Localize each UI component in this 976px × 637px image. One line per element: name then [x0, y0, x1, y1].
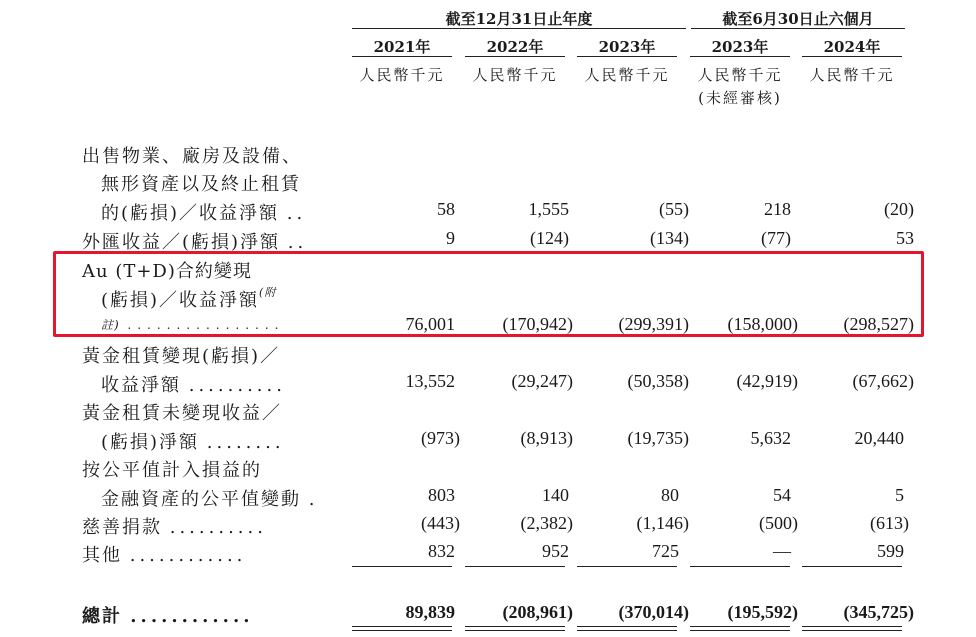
row-label: 其他 ............ [82, 545, 247, 566]
cell-value: (973) [421, 428, 460, 448]
cell-value: 832 [428, 541, 455, 561]
total-double-rule [577, 630, 677, 631]
cell-value: 58 [437, 199, 455, 219]
header-group-rule [691, 28, 905, 29]
cell-value: 1,555 [528, 199, 569, 219]
total-value: (370,014) [618, 602, 689, 622]
cell-value: 803 [428, 485, 455, 505]
row-label: (虧損)／收益淨額$^{(附}$ [101, 286, 277, 311]
cell-value: (500) [759, 513, 798, 533]
cell-value: (77) [761, 228, 791, 248]
column-rule [802, 56, 902, 57]
cell-value: (50,358) [627, 371, 689, 391]
total-value: 89,839 [405, 602, 455, 622]
column-unit: 人民幣千元 [809, 66, 895, 84]
cell-value: (299,391) [618, 314, 689, 334]
row-label: (虧損)淨額 ........ [101, 432, 285, 453]
column-unit-note: (未經審核) [698, 89, 782, 107]
cell-value: (67,662) [852, 371, 914, 391]
total-double-rule [802, 630, 902, 631]
cell-value: (19,735) [627, 428, 689, 448]
cell-value: (55) [659, 199, 689, 219]
row-label: Au (T+D)合約變現 [82, 261, 252, 282]
total-double-rule [352, 630, 452, 631]
column-year-2021: 2021年 [373, 38, 431, 56]
cell-value: 5 [895, 485, 904, 505]
column-unit: 人民幣千元 [697, 66, 783, 84]
cell-value: (124) [530, 228, 569, 248]
cell-value: 9 [446, 228, 455, 248]
total-value: (208,961) [502, 602, 573, 622]
total-double-rule [352, 626, 452, 627]
total-double-rule [690, 626, 790, 627]
header-group-year-ended: 截至12月31日止年度 [445, 10, 593, 28]
column-rule [352, 56, 452, 57]
row-label: 的(虧損)／收益淨額 .. [101, 203, 307, 224]
cell-value: (1,146) [636, 513, 689, 533]
total-value: (195,592) [727, 602, 798, 622]
total-label: 總計 ............ [82, 606, 254, 627]
row-label: 按公平值計入損益的 [82, 460, 262, 481]
row-label: 收益淨額 .......... [101, 375, 286, 396]
header-group-rule [352, 28, 686, 29]
cell-value: (443) [421, 513, 460, 533]
column-unit: 人民幣千元 [472, 66, 558, 84]
cell-value: 76,001 [405, 314, 455, 334]
row-label: 註) ................ [101, 318, 285, 332]
cell-value: (298,527) [843, 314, 914, 334]
cell-value: (613) [870, 513, 909, 533]
subtotal-rule [352, 566, 452, 567]
row-label: 黃金租賃未變現收益／ [82, 403, 282, 424]
cell-value: 725 [652, 541, 679, 561]
total-double-rule [577, 626, 677, 627]
subtotal-rule [690, 566, 790, 567]
column-rule [690, 56, 790, 57]
cell-value: 80 [661, 485, 679, 505]
cell-value: 13,552 [405, 371, 455, 391]
cell-value: (158,000) [727, 314, 798, 334]
subtotal-rule [465, 566, 565, 567]
cell-value: 140 [542, 485, 569, 505]
row-label: 黃金租賃變現(虧損)／ [82, 346, 281, 367]
total-double-rule [465, 630, 565, 631]
total-double-rule [690, 630, 790, 631]
cell-value: 54 [773, 485, 791, 505]
column-unit: 人民幣千元 [359, 66, 445, 84]
cell-value: 218 [764, 199, 791, 219]
cell-value: (170,942) [502, 314, 573, 334]
column-year-2024-interim: 2024年 [823, 38, 881, 56]
cell-value: (2,382) [520, 513, 573, 533]
cell-value: 20,440 [854, 428, 904, 448]
column-rule [577, 56, 677, 57]
header-group-six-months: 截至6月30日止六個月 [722, 10, 874, 28]
subtotal-rule [577, 566, 677, 567]
total-double-rule [802, 626, 902, 627]
cell-value: 5,632 [750, 428, 791, 448]
row-label: 無形資產以及終止租賃 [101, 174, 301, 195]
total-double-rule [465, 626, 565, 627]
column-year-2022: 2022年 [486, 38, 544, 56]
column-year-2023: 2023年 [598, 38, 656, 56]
column-unit: 人民幣千元 [584, 66, 670, 84]
cell-value: (42,919) [736, 371, 798, 391]
row-label: 慈善捐款 .......... [82, 517, 267, 538]
column-year-2023-interim: 2023年 [711, 38, 769, 56]
cell-value: (20) [884, 199, 914, 219]
row-label: 出售物業、廠房及設備、 [82, 146, 302, 167]
cell-value: — [773, 541, 791, 561]
total-value: (345,725) [843, 602, 914, 622]
cell-value: (134) [650, 228, 689, 248]
cell-value: 53 [896, 228, 914, 248]
cell-value: (8,913) [520, 428, 573, 448]
row-label: 金融資產的公平值變動 . [101, 489, 319, 510]
cell-value: (29,247) [511, 371, 573, 391]
column-rule [465, 56, 565, 57]
cell-value: 952 [542, 541, 569, 561]
cell-value: 599 [877, 541, 904, 561]
subtotal-rule [802, 566, 902, 567]
row-label: 外匯收益／(虧損)淨額 .. [82, 232, 308, 253]
note-superscript: (附 [259, 286, 277, 299]
